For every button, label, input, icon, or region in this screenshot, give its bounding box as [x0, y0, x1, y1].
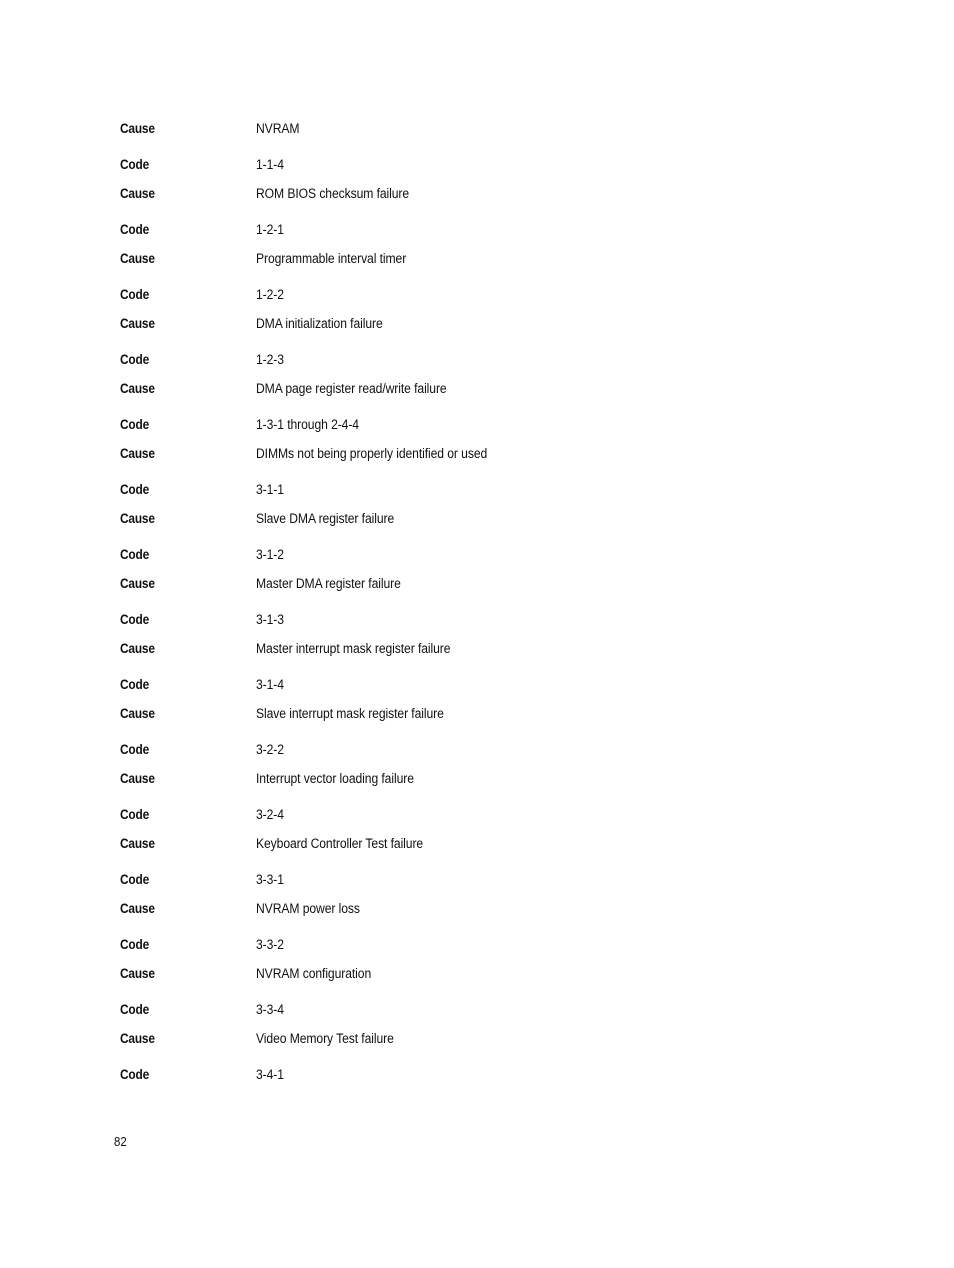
cause-label: Cause — [120, 836, 155, 851]
code-label: Code — [120, 482, 149, 497]
code-value: 3-3-4 — [256, 1002, 284, 1017]
code-label: Code — [120, 872, 149, 887]
code-row — [120, 676, 820, 694]
code-row — [120, 611, 820, 629]
code-row — [120, 416, 820, 434]
code-label: Code — [120, 1002, 149, 1017]
cause-label: Cause — [120, 966, 155, 981]
code-value: 3-1-3 — [256, 612, 284, 627]
cause-label: Cause — [120, 706, 155, 721]
code-label: Code — [120, 287, 149, 302]
code-label: Code — [120, 807, 149, 822]
cause-label: Cause — [120, 251, 155, 266]
cause-label: Cause — [120, 446, 155, 461]
cause-row — [120, 1030, 820, 1048]
cause-value: NVRAM — [256, 121, 300, 136]
code-label: Code — [120, 157, 149, 172]
cause-row — [120, 965, 820, 983]
cause-value: NVRAM power loss — [256, 901, 360, 916]
cause-value: Master DMA register failure — [256, 576, 401, 591]
cause-value: NVRAM configuration — [256, 966, 372, 981]
cause-value: Slave interrupt mask register failure — [256, 706, 444, 721]
code-row — [120, 286, 820, 304]
code-label: Code — [120, 222, 149, 237]
code-row — [120, 546, 820, 564]
cause-label: Cause — [120, 1031, 155, 1046]
cause-value: Master interrupt mask register failure — [256, 641, 451, 656]
cause-value: DMA page register read/write failure — [256, 381, 447, 396]
cause-value: Video Memory Test failure — [256, 1031, 394, 1046]
cause-label: Cause — [120, 576, 155, 591]
cause-row — [120, 770, 820, 788]
cause-value: Keyboard Controller Test failure — [256, 836, 424, 851]
cause-row — [120, 315, 820, 333]
code-label: Code — [120, 417, 149, 432]
code-value: 1-2-1 — [256, 222, 284, 237]
code-value: 3-2-4 — [256, 807, 284, 822]
code-row — [120, 481, 820, 499]
page-number: 82 — [114, 1134, 127, 1149]
cause-row — [120, 380, 820, 398]
code-value: 3-1-4 — [256, 677, 284, 692]
cause-label: Cause — [120, 381, 155, 396]
cause-value: Interrupt vector loading failure — [256, 771, 414, 786]
cause-row — [120, 445, 820, 463]
code-label: Code — [120, 547, 149, 562]
code-value: 3-1-1 — [256, 482, 284, 497]
cause-row — [120, 185, 820, 203]
code-value: 1-2-3 — [256, 352, 284, 367]
code-value: 1-2-2 — [256, 287, 284, 302]
code-row — [120, 221, 820, 239]
cause-label: Cause — [120, 641, 155, 656]
cause-row — [120, 250, 820, 268]
code-row — [120, 156, 820, 174]
cause-row — [120, 835, 820, 853]
cause-value: ROM BIOS checksum failure — [256, 186, 410, 201]
code-label: Code — [120, 937, 149, 952]
cause-label: Cause — [120, 771, 155, 786]
code-row — [120, 351, 820, 369]
cause-row — [120, 120, 820, 138]
code-value: 3-3-2 — [256, 937, 284, 952]
code-value: 3-3-1 — [256, 872, 284, 887]
cause-value: Programmable interval timer — [256, 251, 407, 266]
cause-row — [120, 510, 820, 528]
code-row — [120, 1001, 820, 1019]
cause-row — [120, 705, 820, 723]
code-row — [120, 936, 820, 954]
code-row — [120, 741, 820, 759]
code-label: Code — [120, 1067, 149, 1082]
cause-row — [120, 900, 820, 918]
code-row — [120, 806, 820, 824]
code-value: 3-2-2 — [256, 742, 284, 757]
cause-label: Cause — [120, 511, 155, 526]
cause-value: Slave DMA register failure — [256, 511, 395, 526]
cause-label: Cause — [120, 121, 155, 136]
cause-label: Cause — [120, 186, 155, 201]
beep-code-list — [120, 120, 820, 1095]
code-value: 3-4-1 — [256, 1067, 284, 1082]
cause-value: DMA initialization failure — [256, 316, 383, 331]
code-value: 1-3-1 through 2-4-4 — [256, 417, 359, 432]
cause-row — [120, 575, 820, 593]
code-label: Code — [120, 742, 149, 757]
cause-label: Cause — [120, 316, 155, 331]
cause-label: Cause — [120, 901, 155, 916]
code-label: Code — [120, 612, 149, 627]
code-label: Code — [120, 677, 149, 692]
code-value: 1-1-4 — [256, 157, 284, 172]
cause-value: DIMMs not being properly identified or used — [256, 446, 488, 461]
code-row — [120, 871, 820, 889]
cause-row — [120, 640, 820, 658]
code-value: 3-1-2 — [256, 547, 284, 562]
code-row — [120, 1066, 820, 1084]
code-label: Code — [120, 352, 149, 367]
